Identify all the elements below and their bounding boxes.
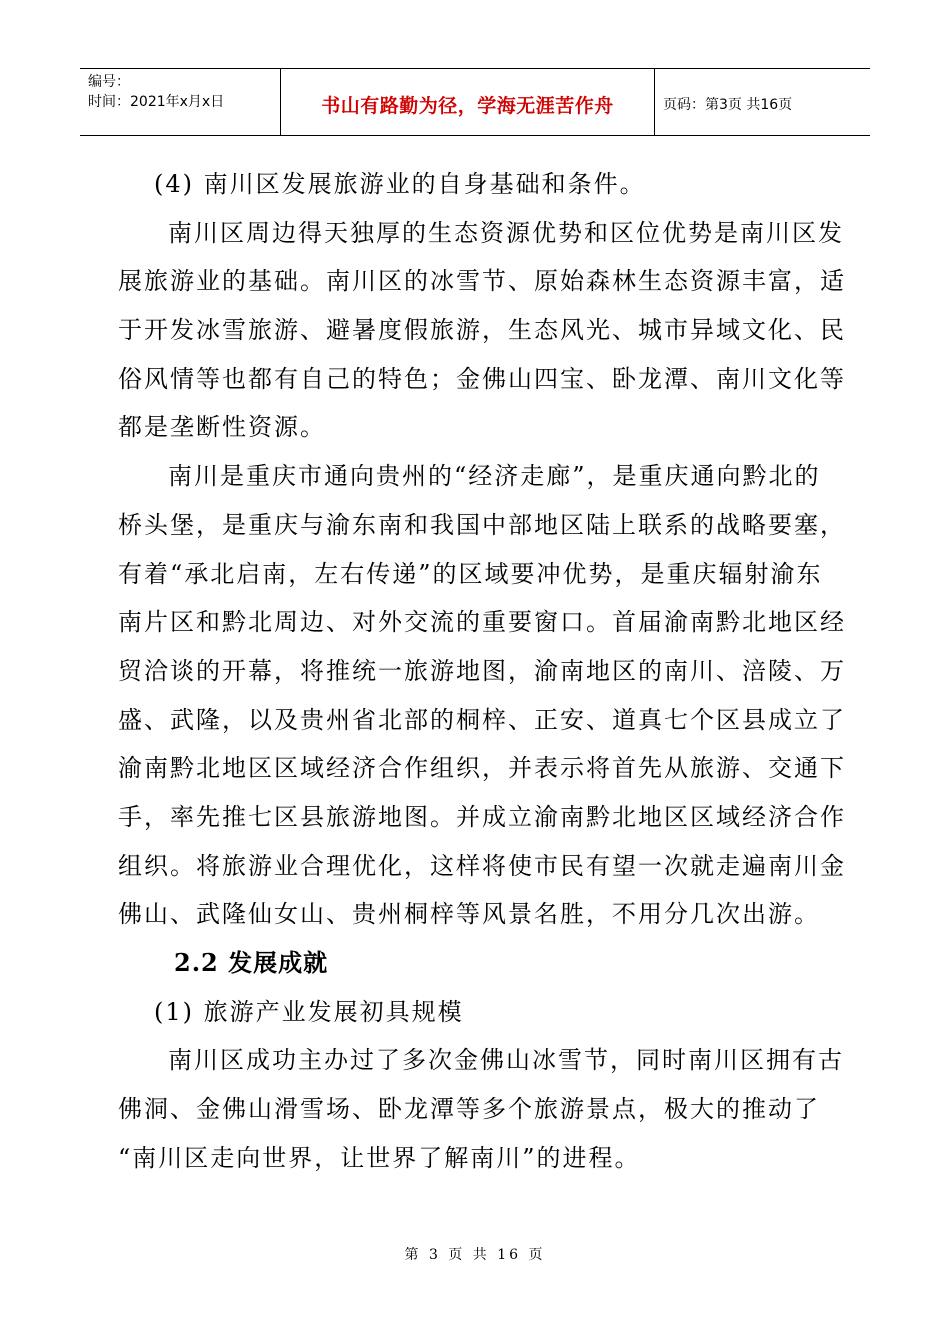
- paragraph-line: 贸洽谈的开幕，将推统一旅游地图，渝南地区的南川、涪陵、万: [118, 656, 846, 685]
- paragraph-line: 都是垄断性资源。: [118, 413, 326, 442]
- paragraph-line: “南川区走向世界，让世界了解南川”的进程。: [118, 1143, 641, 1172]
- page-header: [80, 68, 870, 136]
- header-page-code-cell: [655, 69, 870, 135]
- paragraph-line: 组织。将旅游业合理优化，这样将使市民有望一次就走遍南川金: [118, 851, 846, 880]
- paragraph-line: 手，率先推七区县旅游地图。并成立渝南黔北地区区域经济合作: [118, 802, 846, 831]
- paragraph-line: 有着“承北启南，左右传递”的区域要冲优势，是重庆辐射渝东: [118, 559, 823, 588]
- paragraph-line: 渝南黔北地区区域经济合作组织，并表示将首先从旅游、交通下: [118, 754, 846, 783]
- paragraph-line: 于开发冰雪旅游、避暑度假旅游，生态风光、城市异域文化、民: [118, 316, 846, 345]
- paragraph-line: 佛山、武隆仙女山、贵州桐梓等风景名胜，不用分几次出游。: [118, 900, 820, 929]
- paragraph-line: 南川是重庆市通向贵州的“经济走廊”，是重庆通向黔北的: [168, 462, 821, 491]
- paragraph-line: 南川区周边得天独厚的生态资源优势和区位优势是南川区发: [168, 218, 844, 247]
- paragraph-line: 南片区和黔北周边、对外交流的重要窗口。首届渝南黔北地区经: [118, 608, 846, 637]
- header-page-code: 页码：第3页 共16页: [663, 97, 793, 113]
- paragraph-line: 佛洞、金佛山滑雪场、卧龙潭等多个旅游景点，极大的推动了: [118, 1095, 820, 1124]
- paragraph-line: 盛、武隆，以及贵州省北部的桐梓、正安、道真七个区县成立了: [118, 705, 846, 734]
- document-body: [118, 160, 846, 1182]
- header-motto: 书山有路勤为径，学海无涯苦作舟: [321, 94, 614, 117]
- paragraph-line: 桥头堡，是重庆与渝东南和我国中部地区陆上联系的战略要塞，: [118, 510, 846, 539]
- header-motto-cell: [281, 69, 655, 135]
- paragraph-line: 南川区成功主办过了多次金佛山冰雪节，同时南川区拥有古: [168, 1046, 844, 1075]
- paragraph-line: 展旅游业的基础。南川区的冰雪节、原始森林生态资源丰富，适: [118, 267, 846, 296]
- paragraph-line: 俗风情等也都有自己的特色；金佛山四宝、卧龙潭、南川文化等: [118, 364, 846, 393]
- section-item-heading: (1) 旅游产业发展初具规模: [154, 997, 464, 1026]
- section-heading: 2.2 发展成就: [174, 948, 329, 977]
- document-number-label: 编号：: [88, 74, 130, 90]
- page-footer: 第 3 页 共 16 页: [404, 1247, 546, 1263]
- header-meta-cell: [80, 69, 281, 135]
- document-time-label: 时间：2021年x月x日: [88, 94, 225, 110]
- section-item-heading: (4) 南川区发展旅游业的自身基础和条件。: [154, 170, 646, 198]
